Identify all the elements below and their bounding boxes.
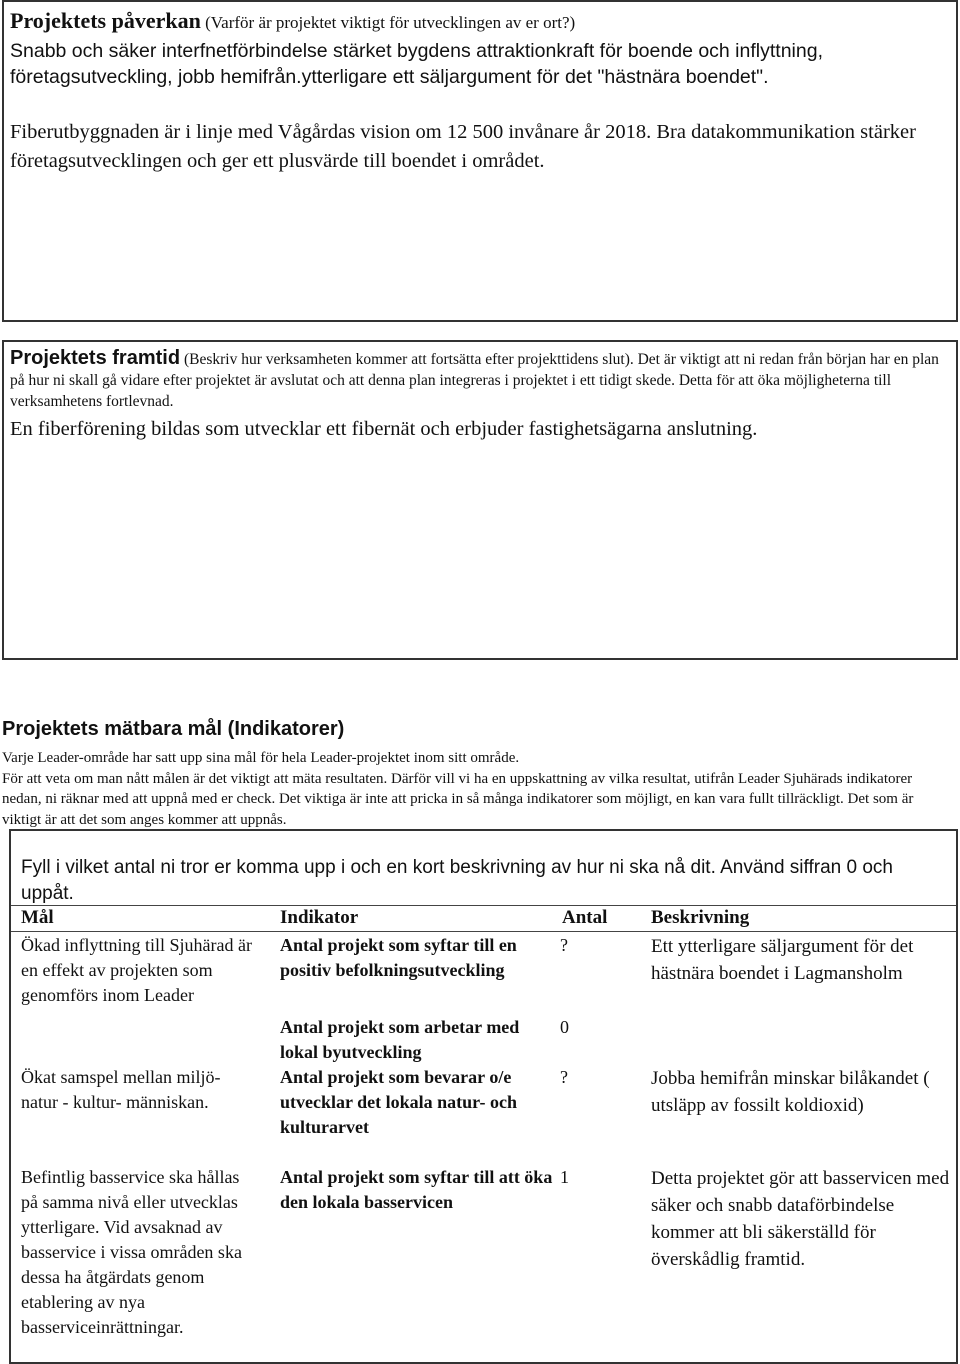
row1-indikator-2: Antal projekt som arbetar med lokal byutveckling: [280, 1017, 520, 1062]
row3-indikator: Antal projekt som syftar till att öka den lokala basservicen: [280, 1167, 553, 1212]
header-bottom-rule: [11, 931, 956, 932]
paverkan-paragraph-2: Fiberutbyggnaden är i linje med Vågårdas vision om 12 500 invånare år 2018. Bra datakommunikation stärker företagsutvecklingen och ger ett plusvärde till boendet i området.: [10, 121, 916, 172]
row3-beskrivning[interactable]: Detta projektet gör att basservicen med säker och snabb dataförbindelse kommer att bli säkerställd för överskådlig framtid.: [651, 1168, 950, 1270]
row3-mal: Befintlig basservice ska hållas på samma nivå eller utvecklas ytterligare. Vid avsaknad av basservice i vissa områden ska dessa ha åtgärdats genom etablering av nya basserviceinrättningar.: [21, 1167, 242, 1337]
row1-indikator-1: Antal projekt som syftar till en positiv befolkningsutveckling: [280, 935, 517, 980]
indicator-box: [9, 829, 958, 1364]
framtid-description: (Beskriv hur verksamheten kommer att fortsätta efter projekttidens slut). Det är viktigt att ni redan från början har en plan på hur ni skall gå vidare efter projektet är avslutat och att denna plan integreras i projektet i ett tidigt skede. Detta för att öka möjligheterna till verksamhetens fortlevnad.: [10, 351, 939, 410]
row1-antal-2[interactable]: 0: [560, 1017, 569, 1037]
paverkan-heading: [10, 8, 575, 34]
header-top-rule: [11, 905, 956, 906]
paverkan-paragraph-1: Snabb och säker interfnetförbindelse stärket bygdens attraktionkraft för boende och inflyttning, företagsutveckling, jobb hemifrån.ytterligare ett säljargument för det "hästnära boendet".: [10, 40, 823, 88]
row1-beskrivning[interactable]: Ett ytterligare säljargument för det hästnära boendet i Lagmansholm: [651, 936, 914, 984]
row1-antal-1[interactable]: ?: [560, 935, 568, 955]
row2-antal[interactable]: ?: [560, 1067, 568, 1087]
paverkan-box: [2, 0, 958, 322]
header-mal: Mål: [21, 907, 54, 928]
row2-mal: Ökat samspel mellan miljö- natur - kultur- människan.: [21, 1067, 221, 1112]
framtid-intro: [10, 348, 954, 412]
paverkan-title-paren: (Varför är projektet viktigt för utvecklingen av er ort?): [200, 13, 576, 32]
table-instruction: Fyll i vilket antal ni tror er komma upp i och en kort beskrivning av hur ni ska nå dit. Använd siffran 0 och uppåt.: [21, 857, 893, 904]
matbara-line-2: För att veta om man nått målen är det viktigt att mäta resultaten. Därför vill vi ha en uppskattning av vilka resultat, utifrån Leader Sjuhärads indikatorer nedan, ni räknar med att uppnå med er check. Det viktiga är inte att pricka in så många indikatorer som möjligt, en kan vara fullt tillräckligt. Det som är viktigt är att det som anges kommer att uppnås.: [2, 770, 914, 828]
row3-antal[interactable]: 1: [560, 1167, 569, 1187]
header-indikator: Indikator: [280, 907, 359, 928]
row2-beskrivning[interactable]: Jobba hemifrån minskar bilåkandet ( utsläpp av fossilt koldioxid): [651, 1068, 930, 1116]
framtid-answer: En fiberförening bildas som utvecklar ett fibernät och erbjuder fastighetsägarna anslutning.: [10, 418, 758, 440]
matbara-text: [2, 748, 952, 830]
header-antal: Antal: [562, 907, 608, 928]
matbara-title: Projektets mätbara mål (Indikatorer): [2, 718, 345, 740]
paverkan-title: Projektets påverkan: [10, 8, 201, 33]
row1-mal: Ökad inflyttning till Sjuhärad är en effekt av projekten som genomförs inom Leader: [21, 935, 252, 1005]
framtid-box: [2, 340, 958, 660]
header-beskrivning: Beskrivning: [651, 907, 750, 928]
framtid-title: Projektets framtid: [10, 347, 181, 369]
matbara-line-1: Varje Leader-område har satt upp sina mål för hela Leader-projektet inom sitt område.: [2, 750, 520, 766]
row2-indikator: Antal projekt som bevarar o/e utvecklar det lokala natur- och kulturarvet: [280, 1067, 517, 1137]
